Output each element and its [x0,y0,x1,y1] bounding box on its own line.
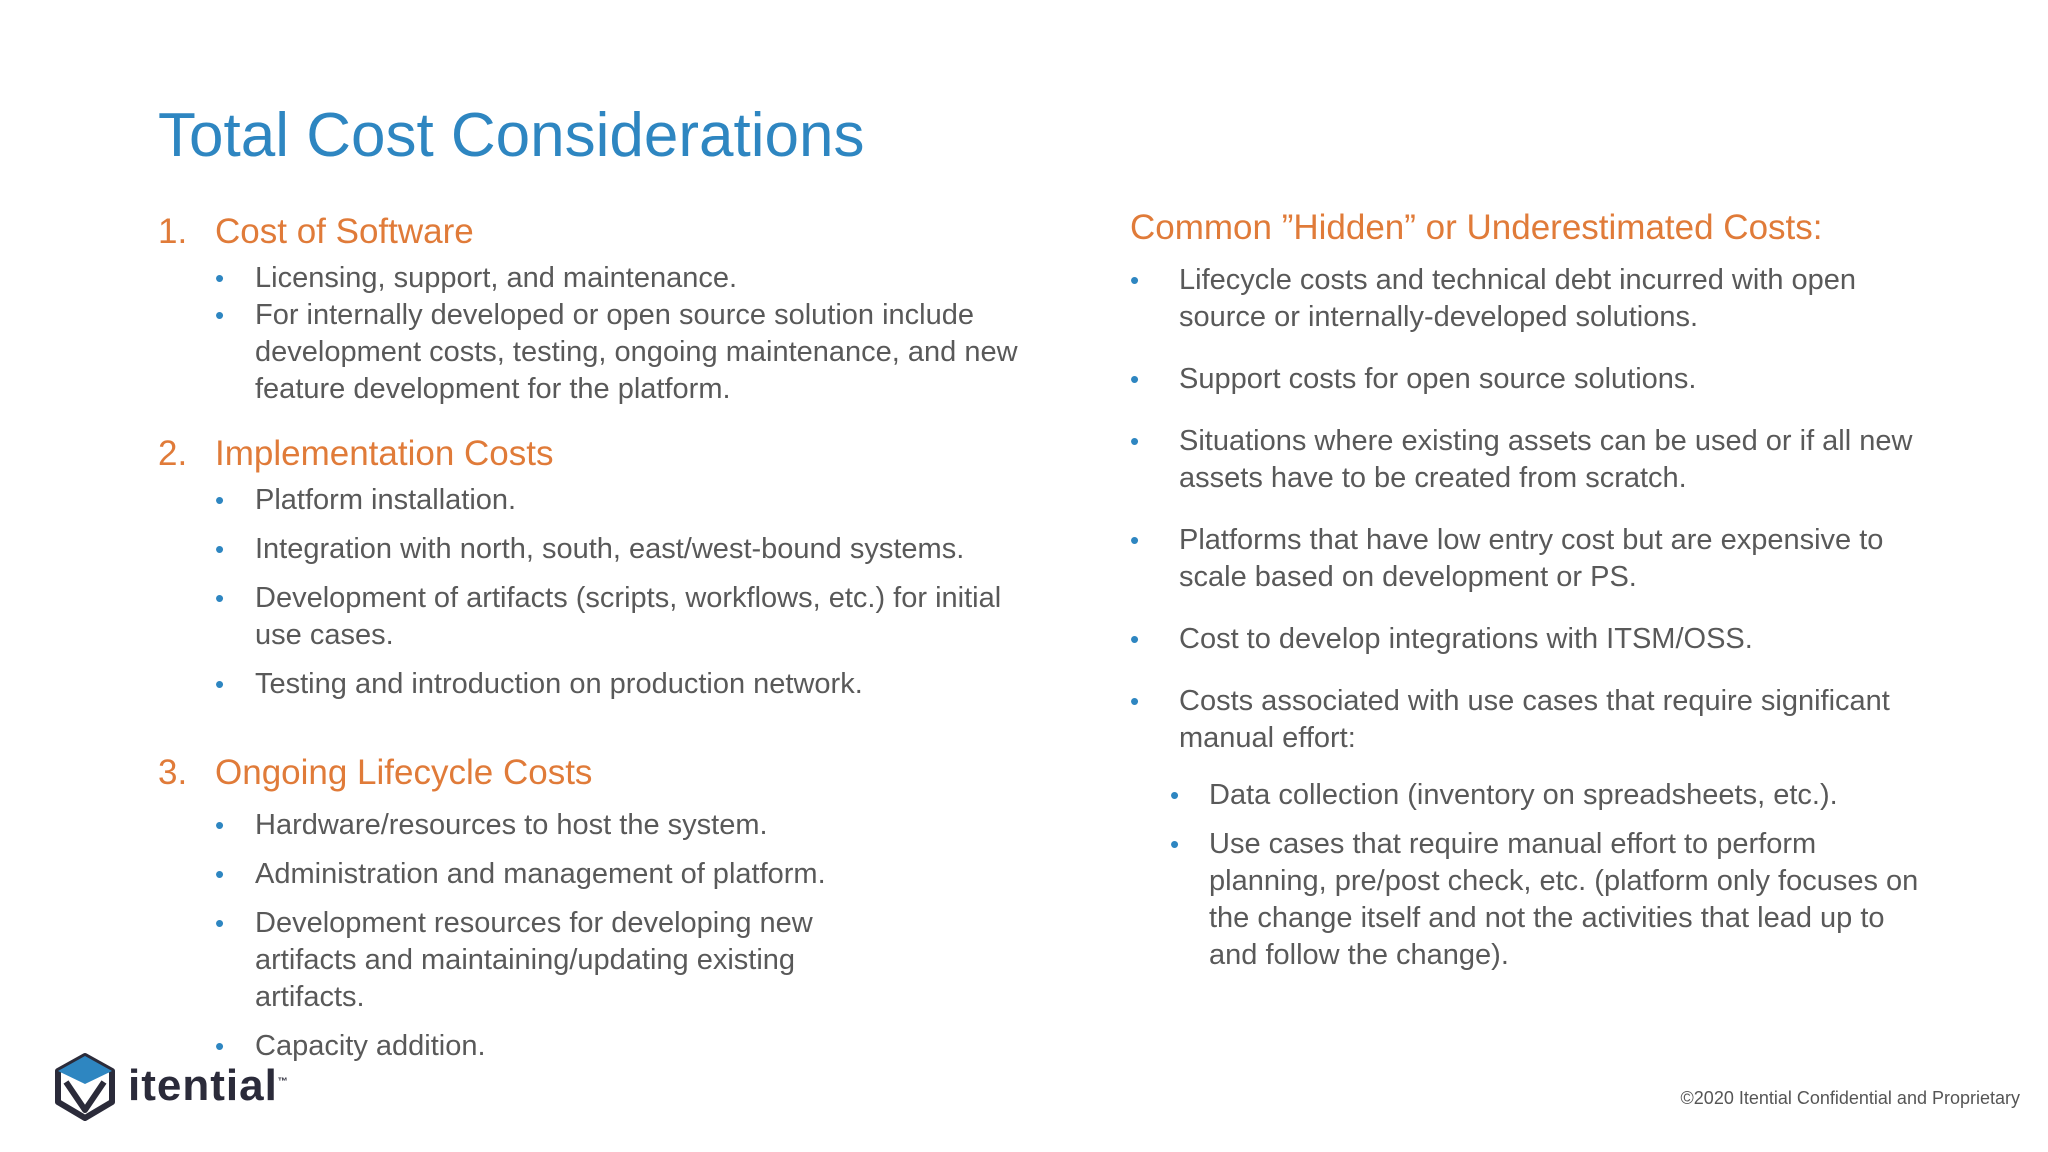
list-item-text: Capacity addition. [255,1030,486,1062]
bullet-list [158,807,1018,1065]
list-item [1130,423,1920,497]
section-heading [158,753,1018,801]
list-item [158,297,1058,408]
list-item [1170,826,1920,974]
bullet-icon: • [215,669,225,699]
list-item-text: Hardware/resources to host the system. [255,809,768,841]
bullet-icon: • [1130,265,1140,295]
slide-title: Total Cost Considerations [158,101,865,170]
hidden-costs-list [1130,262,1920,999]
list-item [1130,522,1920,596]
list-item-text: Testing and introduction on production network. [255,668,863,700]
list-item-text: For internally developed or open source solution include development costs, testing, ongoing maintenance, and new feature development for the platform. [255,299,1018,405]
bullet-icon: • [215,859,225,889]
bullet-icon: • [215,534,225,564]
section-heading [158,212,1058,260]
list-item [1130,262,1920,336]
section-title: Ongoing Lifecycle Costs [215,753,593,792]
section-implementation-costs [158,434,1018,715]
bullet-icon: • [215,908,225,938]
list-item-text: Cost to develop integrations with ITSM/OSS. [1179,623,1753,655]
bullet-icon: • [215,300,225,330]
list-item [1130,361,1920,398]
list-item [1170,777,1920,814]
list-item-text: Lifecycle costs and technical debt incurred with open source or internally-developed solutions. [1179,264,1857,333]
list-item [158,666,1018,703]
list-item [158,482,1018,519]
section-number: 1. [158,212,188,251]
bullet-icon: • [215,485,225,515]
list-item-text: Data collection (inventory on spreadsheets, etc.). [1209,779,1838,811]
section-title: Cost of Software [215,212,474,251]
list-item [1130,683,1920,974]
bullet-icon: • [1170,829,1180,859]
bullet-list [158,260,1058,408]
list-item-text: Integration with north, south, east/west-bound systems. [255,533,965,565]
bullet-icon: • [1130,426,1140,456]
section-number: 3. [158,753,188,792]
list-item-text: Support costs for open source solutions. [1179,363,1697,395]
section-number: 2. [158,434,188,473]
bullet-icon: • [1170,780,1180,810]
bullet-icon: • [215,1031,225,1061]
section-title: Implementation Costs [215,434,554,473]
bullet-icon: • [1130,686,1140,716]
list-item [158,905,905,1016]
bullet-icon: • [215,263,225,293]
manual-effort-sublist [1170,777,1920,974]
list-item [158,856,1018,893]
list-item [158,807,1018,844]
list-item-text: Development of artifacts (scripts, workflows, etc.) for initial use cases. [255,582,1002,651]
bullet-list [158,482,1018,703]
list-item-text: Use cases that require manual effort to perform planning, pre/post check, etc. (platform only focuses on the change itself and not the activities that lead up to and follow the change). [1209,828,1919,971]
list-item [158,260,1058,297]
bullet-icon: • [1130,624,1140,654]
list-item [158,580,1018,654]
logo-wordmark: itential™ [128,1061,289,1110]
list-item-text: Costs associated with use cases that require significant manual effort: [1179,685,1890,754]
itential-logo-icon [52,1052,118,1124]
list-item [158,531,1018,568]
section-ongoing-lifecycle-costs [158,753,1018,1077]
section-cost-of-software [158,212,1058,408]
itential-logo [52,1052,289,1124]
bullet-icon: • [215,810,225,840]
list-item-text: Platforms that have low entry cost but are expensive to scale based on development or PS. [1179,524,1884,593]
section-heading [158,434,1018,482]
list-item-text: Licensing, support, and maintenance. [255,262,738,294]
hidden-costs-heading: Common ”Hidden” or Underestimated Costs: [1130,208,1823,247]
bullet-icon: • [215,583,225,613]
list-item-text: Situations where existing assets can be used or if all new assets have to be created from scratch. [1179,425,1913,494]
list-item-text: Platform installation. [255,484,517,516]
copyright-footer: ©2020 Itential Confidential and Proprietary [1680,1088,2020,1108]
list-item-text: Development resources for developing new artifacts and maintaining/updating existing artifacts. [255,907,813,1013]
list-item [1130,621,1920,658]
bullet-icon: • [1130,364,1140,394]
bullet-icon: • [1130,525,1140,555]
list-item-text: Administration and management of platform. [255,858,826,890]
